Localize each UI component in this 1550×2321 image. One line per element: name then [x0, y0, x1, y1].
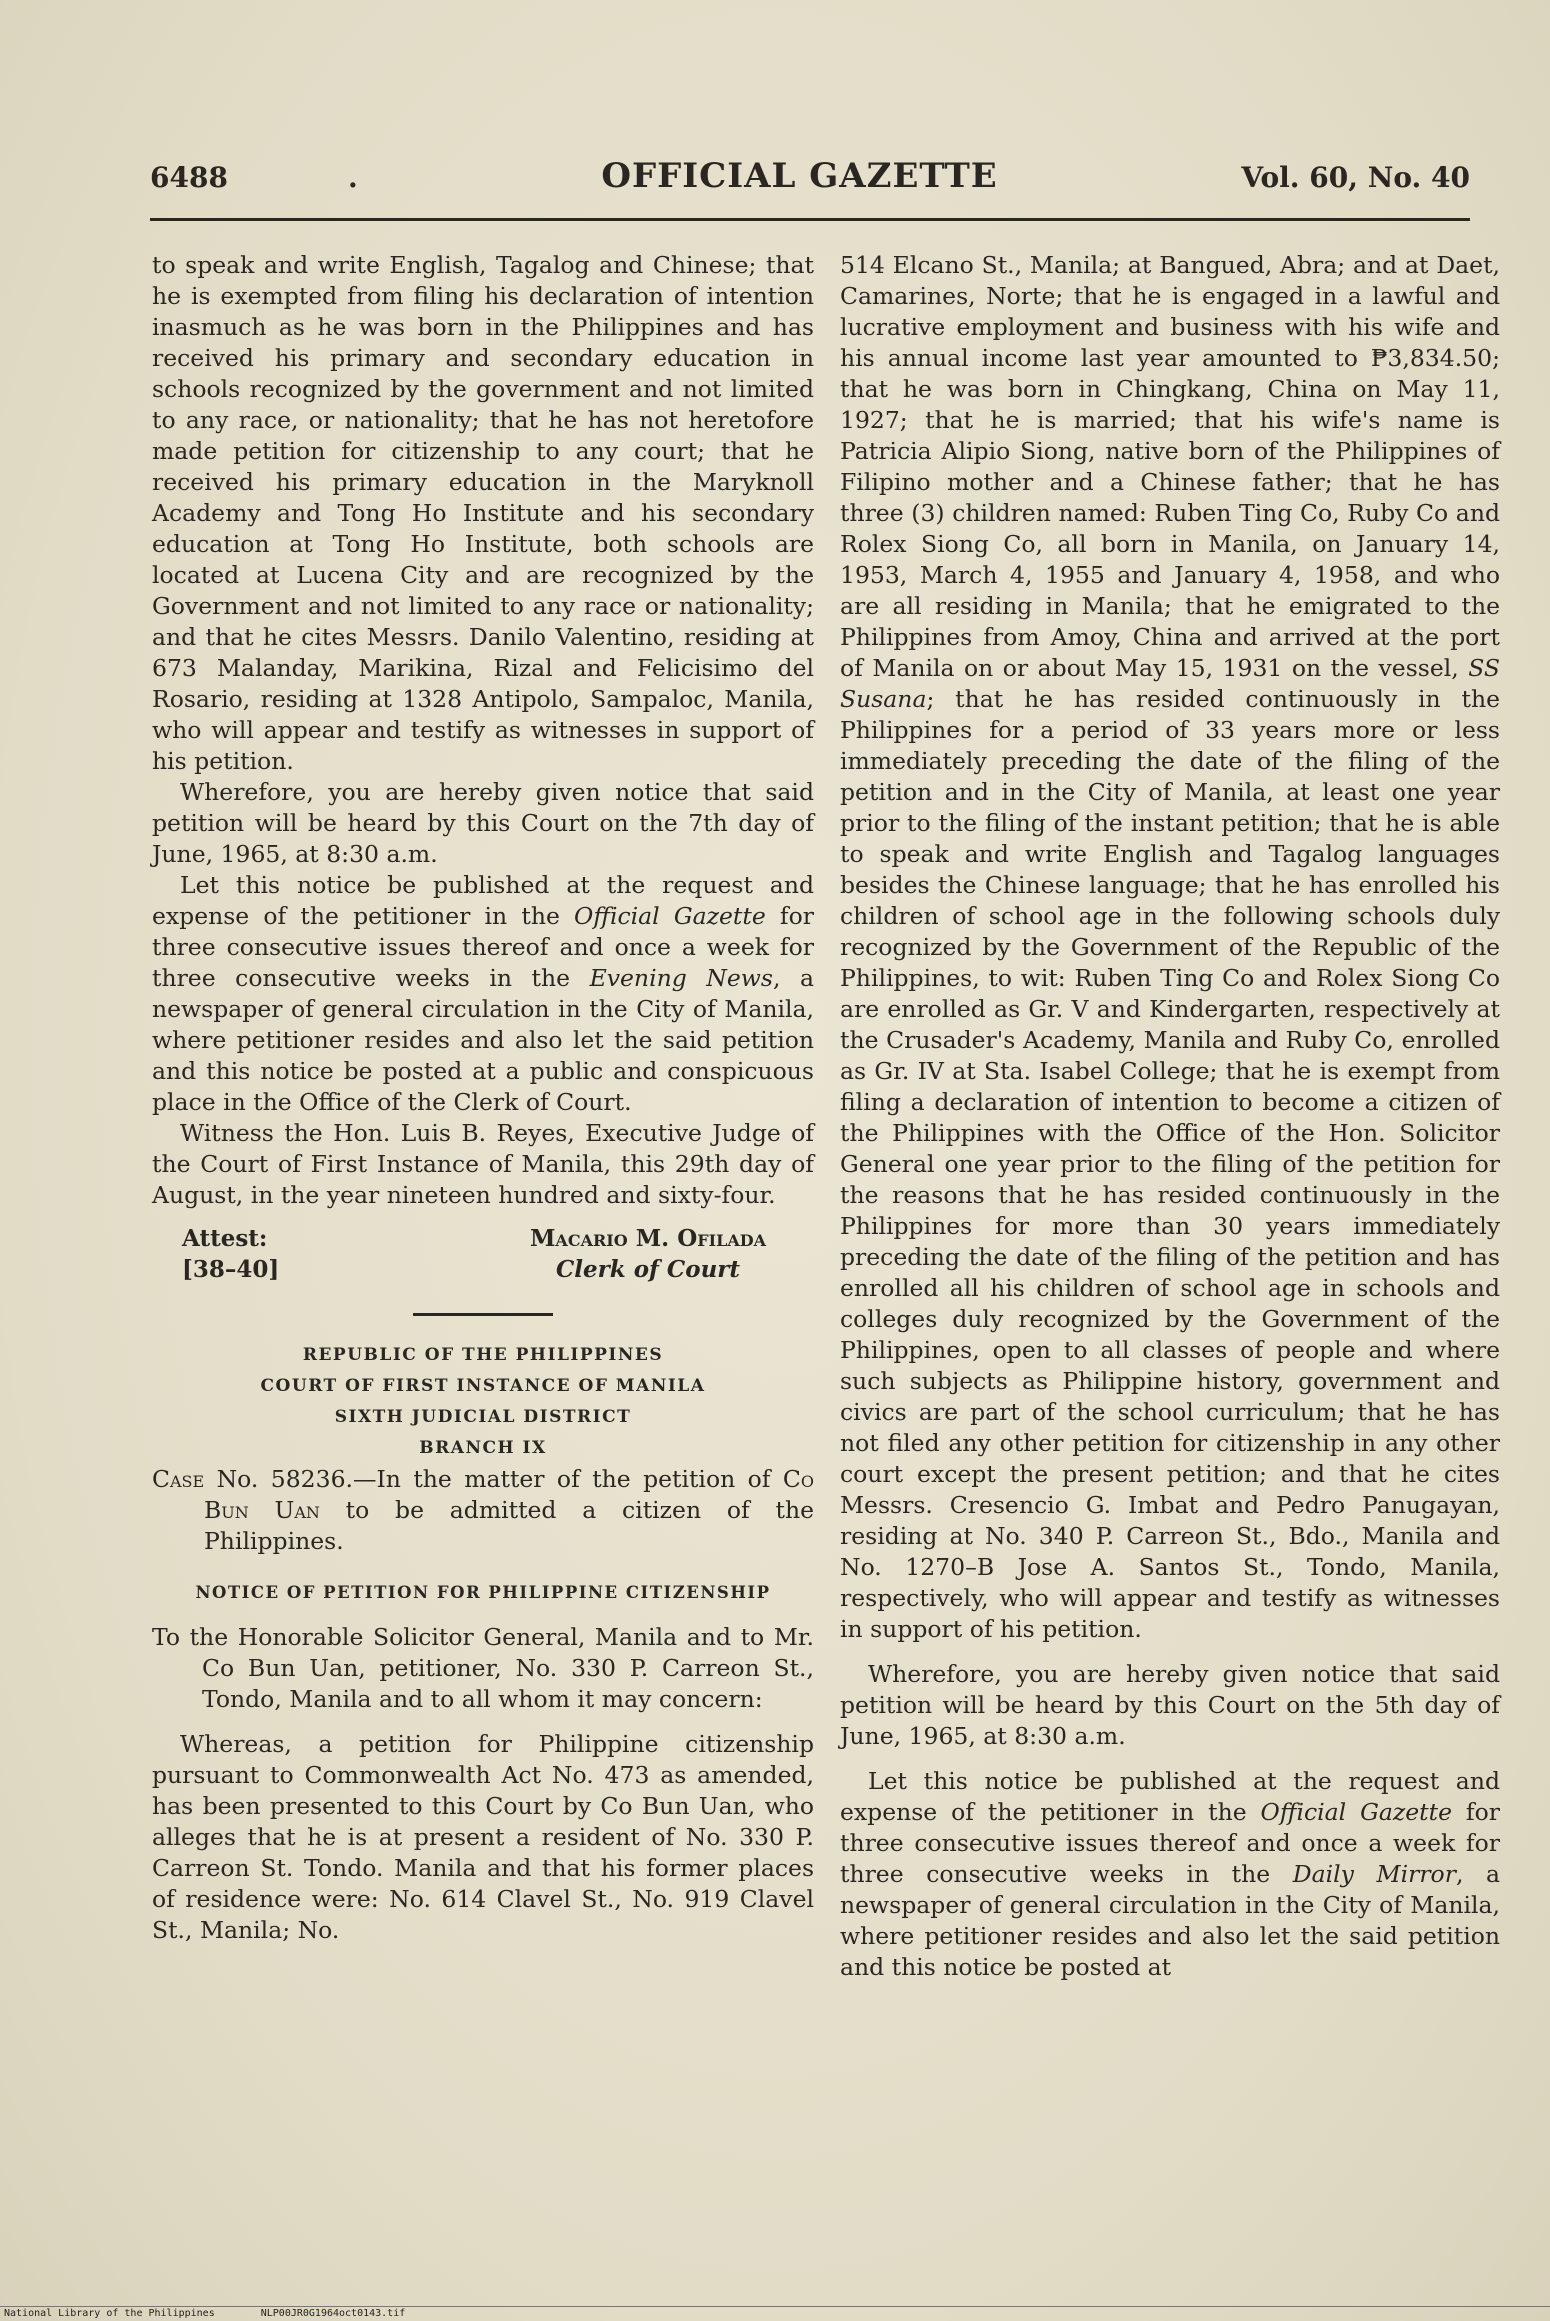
gazette-title: OFFICIAL GAZETTE: [601, 156, 998, 196]
newspaper-name: Evening News: [589, 964, 773, 992]
witness-paragraph: Witness the Hon. Luis B. Reyes, Executive Judge of the Court of First Instance of Manila, this 29th day of August, in the year nineteen hundred and sixty-four.: [152, 1119, 814, 1209]
vessel-name: SS Susana: [840, 654, 1500, 713]
court-heading: [152, 1340, 814, 1464]
petition-details: 514 Elcano St., Manila; at Bangued, Abra; and at Daet, Camarines, Norte; that he is engaged in a lawful and lucrative employment and business with his wife and his annual income last year amounted to ₱3,834.50; that he was born in Chingkang, China on May 11, 1927; that he is married; that his wife's name is Patricia Alipio Siong, native born of the Philippines of Filipino mother and a Chinese father; that he has three (3) children named: Ruben Ting Co, Ruby Co and Rolex Siong Co, all born in Manila, on January 14, 1953, March 4, 1955 and January 4, 1958, and who are all residing in Manila; that he emigrated to the Philippines from Amoy, China and arrived at the port of Manila on or about May 15, 1931 on the vessel, SS Susana; that he has resided continuously in the Philippines for a period of 33 years more or less immediately preceding the date of the filing of the petition and in the City of Manila, at least one year prior to the filing of the instant petition; that he is able to speak and write English and Tagalog languages besides the Chinese language; that he has enrolled his children of school age in the following schools duly recognized by the Government of the Republic of the Philippines, to wit: Ruben Ting Co and Rolex Siong Co are enrolled as Gr. V and Kindergarten, respectively at the Crusader's Academy, Manila and Ruby Co, enrolled as Gr. IV at Sta. Isabel College; that he is exempt from filing a declaration of intention to become a citizen of the Philippines with the Office of the Hon. Solicitor General one year prior to the filing of the petition for the reasons that he has resided continuously in the Philippines for more than 30 years immediately preceding the date of the filing of the petition and has enrolled all his children of school age in schools and colleges duly recognized by the Government of the Philippines, open to all classes of people and where such subjects as Philippine history, government and civics are part of the school curriculum; that he has not filed any other petition for citizenship in any other court except the present petition; and that he cites Messrs. Cresencio G. Imbat and Pedro Panugayan, residing at No. 340 P. Carreon St., Bdo., Manila and No. 1270–B Jose A. Santos St., Tondo, Manila, respectively, who will appear and testify as witnesses in support of his petition.: [840, 251, 1500, 1643]
library-credit: National Library of the Philippines: [4, 2308, 215, 2319]
court-line: REPUBLIC OF THE PHILIPPINES: [302, 1345, 664, 1365]
court-line: COURT OF FIRST INSTANCE OF MANILA: [260, 1376, 706, 1396]
scan-footer: [4, 2308, 445, 2319]
issue-reference: [38–40]: [182, 1256, 280, 1283]
whereas-paragraph: Whereas, a petition for Philippine citizenship pursuant to Commonwealth Act No. 473 as amended, has been presented to this Court by Co Bun Uan, who alleges that he is at present a resident of No. 330 P. Carreon St. Tondo. Manila and that his former places of residence were: No. 614 Clavel St., No. 919 Clavel St., Manila; No.: [152, 1730, 814, 1944]
gazette-name: Official Gazette: [574, 902, 766, 930]
scan-filename: NLP00JR0G1964oct0143.tif: [260, 2308, 406, 2319]
attest-label: Attest:: [182, 1225, 268, 1252]
page-number: 6488: [150, 161, 228, 194]
section-separator: [413, 1313, 553, 1316]
signer-name: Macario M. Ofilada: [529, 1225, 767, 1252]
case-caption: Case No. 58236.—In the matter of the petition of Co Bun Uan to be admitted a citizen of the Philippines.: [152, 1465, 814, 1555]
court-line: BRANCH IX: [419, 1438, 547, 1458]
court-line: SIXTH JUDICIAL DISTRICT: [334, 1407, 632, 1427]
case-label: Case: [152, 1465, 205, 1493]
footer-rule: [0, 2306, 1550, 2307]
hearing-notice: Wherefore, you are hereby given notice that said petition will be heard by this Court on the 7th day of June, 1965, at 8:30 a.m.: [152, 778, 814, 868]
petition-continuation: to speak and write English, Tagalog and Chinese; that he is exempted from filing his declaration of intention inasmuch as he was born in the Philippines and has received his primary and secondary education in schools recognized by the government and not limited to any race, or nationality; that he has not heretofore made petition for citizenship to any court; that he received his primary education in the Maryknoll Academy and Tong Ho Institute and his secondary education at Tong Ho Institute, both schools are located at Lucena City and are recognized by the Government and not limited to any race or nationality; and that he cites Messrs. Danilo Valentino, residing at 673 Malanday, Marikina, Rizal and Felicisimo del Rosario, residing at 1328 Antipolo, Sampaloc, Manila, who will appear and testify as witnesses in support of his petition.: [152, 251, 814, 775]
newspaper-name: Daily Mirror: [1292, 1860, 1456, 1888]
petitioner-name: Co Bun Uan: [204, 1465, 814, 1524]
header-dot: .: [347, 161, 358, 194]
page-header: [150, 156, 1470, 206]
publication-order: Let this notice be published at the request and expense of the petitioner in the Official Gazette for three consecutive issues thereof and once a week for three consecutive weeks in the Evening News, a newspaper of general circulation in the City of Manila, where petitioner resides and also let the said petition and this notice be posted at a public and conspicuous place in the Office of the Clerk of Court.: [152, 871, 814, 1116]
notice-heading: NOTICE OF PETITION FOR PHILIPPINE CITIZENSHIP: [195, 1583, 771, 1602]
gazette-name: Official Gazette: [1260, 1798, 1452, 1826]
attestation-block: [152, 1223, 814, 1285]
signer-title: Clerk of Court: [555, 1256, 741, 1283]
right-column: [840, 250, 1500, 1983]
left-column: [152, 250, 814, 1946]
header-rule: [150, 218, 1470, 221]
hearing-notice-2: Wherefore, you are hereby given notice that said petition will be heard by this Court on the 5th day of June, 1965, at 8:30 a.m.: [840, 1660, 1500, 1750]
publication-order-2: Let this notice be published at the request and expense of the petitioner in the Official Gazette for three consecutive issues thereof and once a week for three consecutive weeks in the Daily Mirror, a newspaper of general circulation in the City of Manila, where petitioner resides and also let the said petition and this notice be posted at: [840, 1767, 1500, 1981]
address-paragraph: To the Honorable Solicitor General, Manila and to Mr. Co Bun Uan, petitioner, No. 330 P. Carreon St., Tondo, Manila and to all whom it may concern:: [152, 1623, 814, 1713]
volume-number: Vol. 60, No. 40: [1241, 161, 1470, 194]
